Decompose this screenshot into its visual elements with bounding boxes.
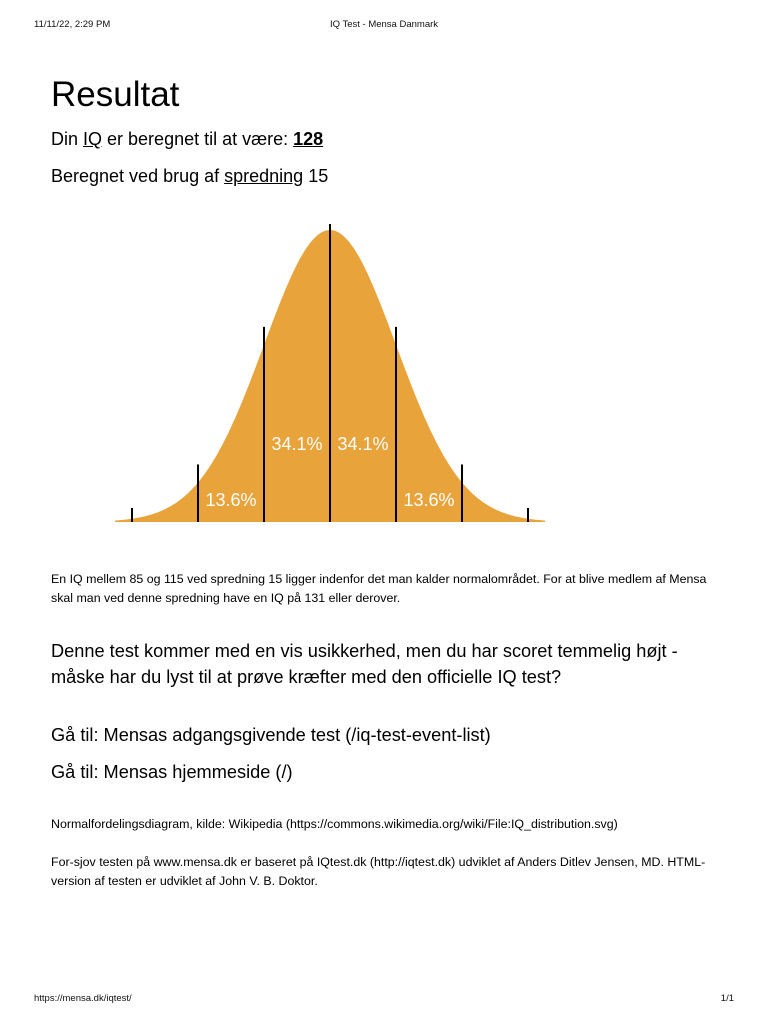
print-title: IQ Test - Mensa Danmark xyxy=(329,19,439,30)
link-homepage[interactable]: Gå til: Mensas hjemmeside (/) xyxy=(51,762,293,782)
iq-result-prefix: Din xyxy=(51,129,84,149)
page-title: Resultat xyxy=(51,75,180,114)
iq-result-middle: er beregnet til at være: xyxy=(102,129,294,149)
sd-marker-lines xyxy=(132,224,528,522)
iq-score: 128 xyxy=(293,129,324,149)
spread-link[interactable]: spredning xyxy=(224,166,304,186)
print-page-number: 1/1 xyxy=(720,993,734,1004)
iq-distribution-chart xyxy=(115,222,545,527)
spread-prefix: Beregnet ved brug af xyxy=(51,166,225,186)
iq-result-line xyxy=(51,126,721,152)
distribution-svg xyxy=(115,222,545,527)
region-label-1: 34.1% xyxy=(337,434,389,454)
uncertainty-message: Denne test kommer med en vis usikkerhed, men du har scoret temmelig højt - måske har du lyst til at prøve kræfter med den officielle IQ test? xyxy=(51,641,678,687)
iq-link[interactable]: IQ xyxy=(83,129,103,149)
result-section xyxy=(51,74,721,189)
spread-value: 15 xyxy=(303,166,329,186)
print-datetime: 11/11/22, 2:29 PM xyxy=(34,19,111,30)
spread-line xyxy=(51,163,721,189)
normal-range-note: En IQ mellem 85 og 115 ved spredning 15 ligger indenfor det man kalder normalområdet. For at blive medlem af Mensa skal man ved denne spredning have en IQ på 131 eller derover. xyxy=(51,572,707,605)
print-url: https://mensa.dk/iqtest/ xyxy=(34,993,132,1004)
region-label-2: 13.6% xyxy=(205,490,257,510)
link-admission-test[interactable]: Gå til: Mensas adgangsgivende test (/iq-test-event-list) xyxy=(51,725,491,745)
diagram-source: Normalfordelingsdiagram, kilde: Wikipedia (https://commons.wikimedia.org/wiki/File:IQ_distribution.svg) xyxy=(51,817,618,831)
test-credits: For-sjov testen på www.mensa.dk er baseret på IQtest.dk (http://iqtest.dk) udviklet af Anders Ditlev Jensen, MD. HTML-version af testen er udviklet af John V. B. Doktor. xyxy=(51,855,706,888)
region-label-0: 34.1% xyxy=(271,434,323,454)
region-label-3: 13.6% xyxy=(403,490,455,510)
